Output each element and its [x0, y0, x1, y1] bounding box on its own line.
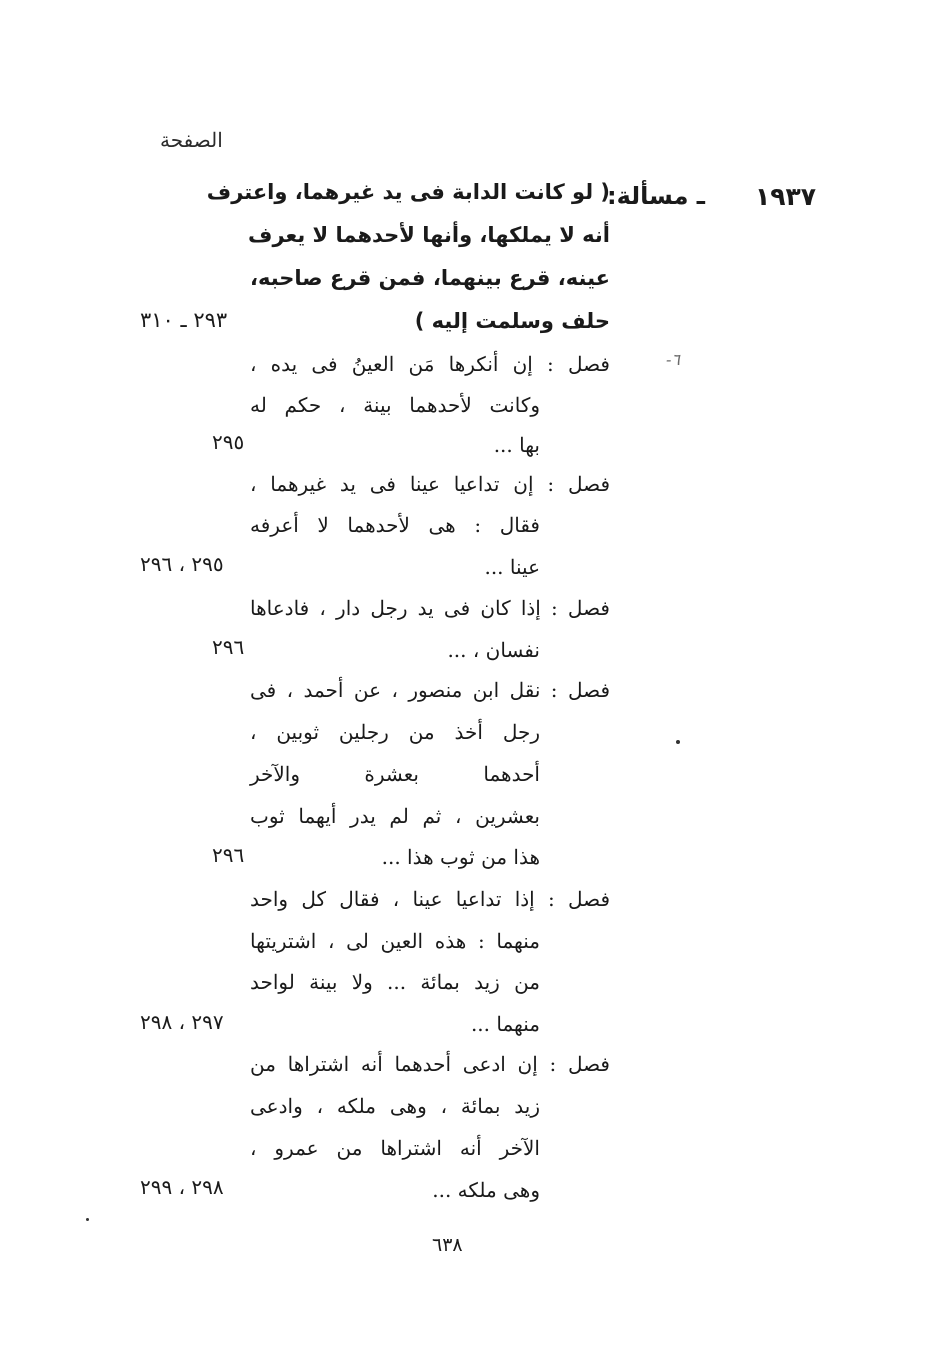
section-pages: ٢٩٦	[212, 635, 245, 659]
section-line: وكانت لأحدهما بينة ، حكم له	[250, 393, 540, 417]
issue-title-line: حلف وسلمت إليه )	[414, 309, 610, 333]
section-line: فصل : إن أنكرها مَن العينُ فى يده ،	[250, 352, 610, 376]
section-pages: ٢٩٧ ، ٢٩٨	[140, 1010, 224, 1034]
section-line: منهما : هذه العين لى ، اشتريتها	[250, 929, 540, 953]
scan-speck	[676, 740, 680, 744]
section-line: وهى ملكه ...	[432, 1178, 540, 1202]
issue-title-line: ( لو كانت الدابة فى يد غيرهما، واعترف	[206, 180, 610, 204]
section-line: بعشرين ، ثم لم يدر أيهما ثوب	[250, 804, 540, 828]
section-line: فصل : نقل ابن منصور ، عن أحمد ، فى	[250, 678, 610, 702]
scan-speck	[86, 1218, 89, 1221]
section-line: من زيد بمائة ... ولا بينة لواحد	[250, 970, 540, 994]
section-line: عينا ...	[484, 555, 540, 579]
issue-label: ـ مسألة:	[606, 182, 705, 210]
section-line: منهما ...	[470, 1012, 540, 1036]
issue-title-line: أنه لا يملكها، وأنها لأحدهما لا يعرف	[248, 223, 610, 247]
section-line: فصل : إن ادعى أحدهما أنه اشتراها من	[250, 1052, 610, 1076]
section-line: فصل : إن تداعيا عينا فى يد غيرهما ،	[250, 472, 610, 496]
section-line: فقال : هى لأحدهما لا أعرفه	[250, 513, 540, 537]
section-line: هذا من ثوب هذا ...	[381, 845, 540, 869]
issue-title-line: عينه، قرع بينهما، فمن قرع صاحبه،	[250, 266, 610, 290]
section-line: بها ...	[493, 433, 540, 457]
section-line: نفسان ، ...	[447, 638, 540, 662]
section-pages: ٢٩٨ ، ٢٩٩	[140, 1175, 224, 1199]
section-line: رجل أخذ من رجلين ثوبين ،	[250, 720, 540, 744]
section-line: فصل : إذا تداعيا عينا ، فقال كل واحد	[250, 887, 610, 911]
section-pages: ٢٩٥ ، ٢٩٦	[140, 552, 224, 576]
section-line: الآخر أنه اشتراها من عمرو ،	[250, 1136, 540, 1160]
issue-pages: ٢٩٣ ـ ٣١٠	[140, 308, 228, 332]
issue-title	[206, 180, 610, 354]
section-line: أحدهما بعشرة والآخر	[250, 762, 540, 786]
section-pages: ٢٩٥	[212, 430, 245, 454]
page-label: الصفحة	[160, 128, 223, 152]
footer-page-number: ٦٣٨	[432, 1234, 463, 1256]
section-line: فصل : إذا كان فى يد رجل دار ، فادعاها	[250, 596, 610, 620]
section-line: زيد بمائة ، وهى ملكه ، وادعى	[250, 1094, 540, 1118]
section-pages: ٢٩٦	[212, 843, 245, 867]
issue-number: ١٩٣٧	[754, 182, 816, 211]
margin-mark: ٦-	[666, 350, 680, 369]
